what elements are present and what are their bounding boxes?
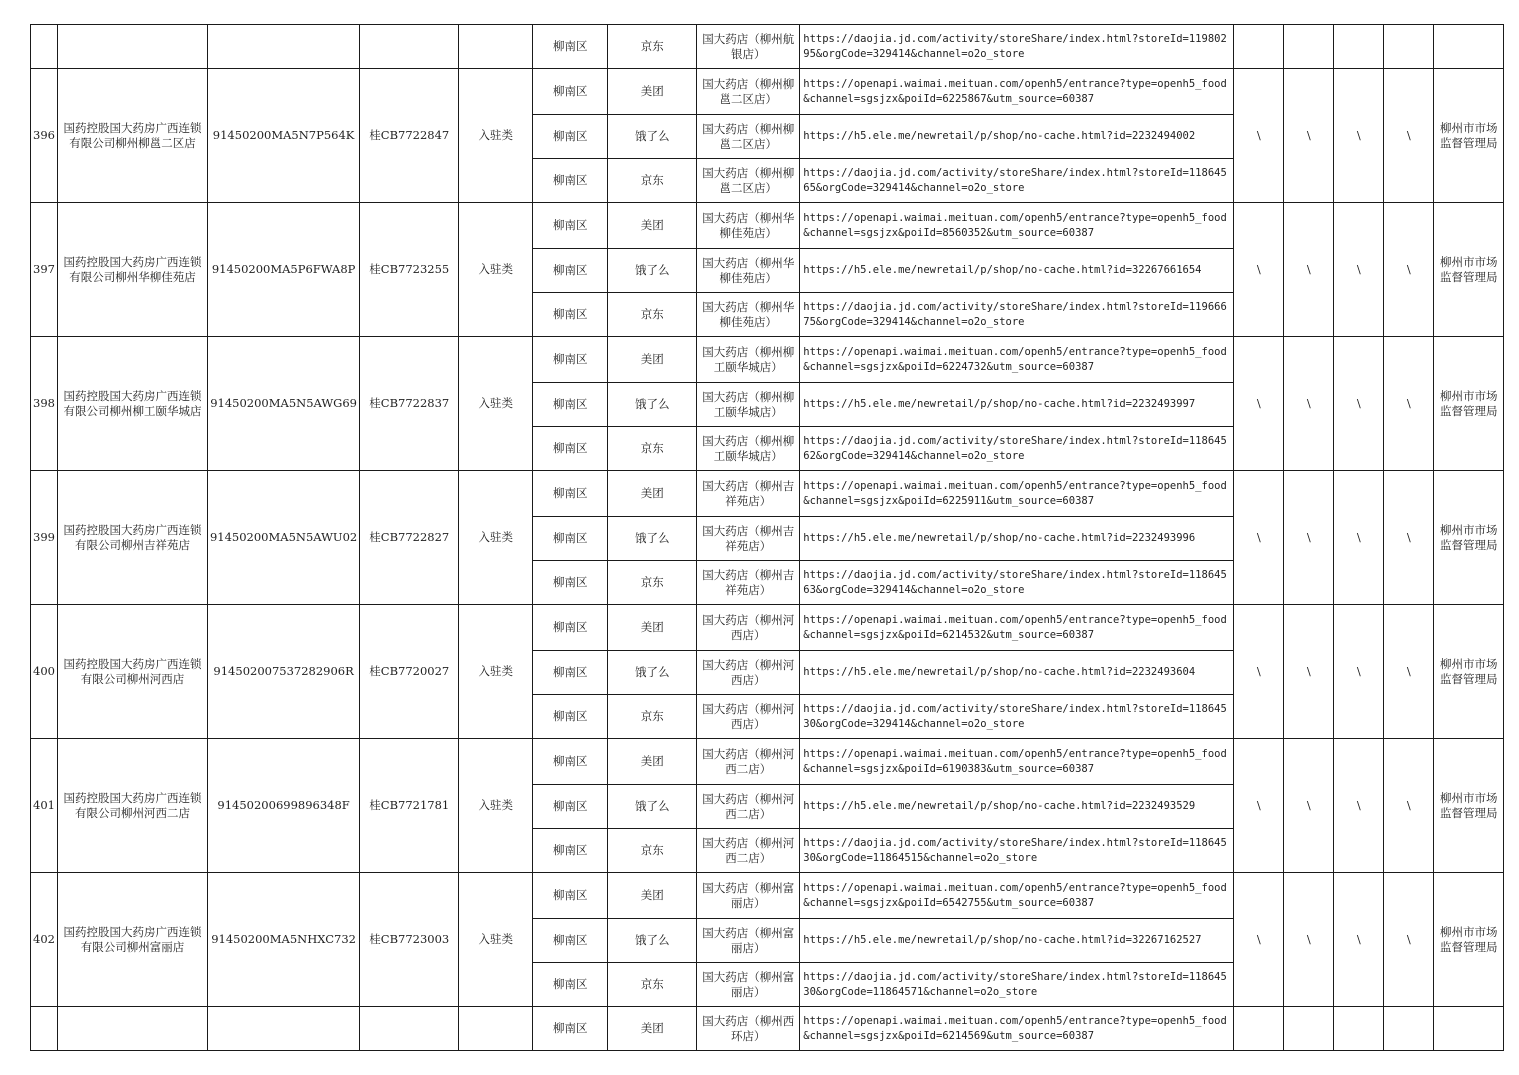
district-cell: 柳南区: [533, 203, 608, 249]
column-value-2: \: [1284, 471, 1334, 605]
store-url-cell[interactable]: https://h5.ele.me/newretail/p/shop/no-cache.html?id=2232493996: [800, 517, 1234, 561]
store-name-cell: 国大药店（柳州吉祥苑店）: [697, 471, 800, 517]
credit-code: 914502007537282906R: [207, 605, 359, 739]
column-value-2: \: [1284, 203, 1334, 337]
platform-cell: 饿了么: [608, 383, 697, 427]
column-value-1: \: [1234, 203, 1284, 337]
platform-cell: 京东: [608, 159, 697, 203]
store-url-cell[interactable]: https://h5.ele.me/newretail/p/shop/no-cache.html?id=32267661654: [800, 249, 1234, 293]
license-number: 桂CB7722837: [360, 337, 459, 471]
no-cell: [31, 1007, 58, 1051]
column-value-1: \: [1234, 605, 1284, 739]
company-cell: [57, 1007, 207, 1051]
column-value-2: \: [1284, 739, 1334, 873]
store-name-cell: 国大药店（柳州吉祥苑店）: [697, 561, 800, 605]
district-cell: 柳南区: [533, 829, 608, 873]
company-name: 国药控股国大药房广西连锁有限公司柳州华柳佳苑店: [57, 203, 207, 337]
store-name-cell: 国大药店（柳州河西店）: [697, 695, 800, 739]
record-type: 入驻类: [459, 605, 533, 739]
c3-cell: [1334, 1007, 1384, 1051]
c4-cell: [1384, 25, 1434, 69]
district-cell: 柳南区: [533, 651, 608, 695]
store-url-cell[interactable]: https://openapi.waimai.meituan.com/openh5/entrance?type=openh5_food&channel=sgsjzx&poiId=6225911&utm_source=60387: [800, 471, 1234, 517]
district-cell: 柳南区: [533, 383, 608, 427]
district-cell: 柳南区: [533, 605, 608, 651]
platform-cell: 饿了么: [608, 785, 697, 829]
store-url-cell[interactable]: https://h5.ele.me/newretail/p/shop/no-cache.html?id=32267162527: [800, 919, 1234, 963]
store-name-cell: 国大药店（柳州柳工颐华城店）: [697, 427, 800, 471]
column-value-3: \: [1334, 337, 1384, 471]
district-cell: 柳南区: [533, 963, 608, 1007]
license-number: 桂CB7722827: [360, 471, 459, 605]
store-url-cell[interactable]: https://openapi.waimai.meituan.com/openh5/entrance?type=openh5_food&channel=sgsjzx&poiId=6214569&utm_source=60387: [800, 1007, 1234, 1051]
license-number: 桂CB7721781: [360, 739, 459, 873]
company-name: 国药控股国大药房广西连锁有限公司柳州富丽店: [57, 873, 207, 1007]
no-cell: [31, 25, 58, 69]
credit-code: 91450200MA5N5AWU02: [207, 471, 359, 605]
credit-code: 91450200MA5N5AWG69: [207, 337, 359, 471]
district-cell: 柳南区: [533, 1007, 608, 1051]
store-url-cell[interactable]: https://openapi.waimai.meituan.com/openh5/entrance?type=openh5_food&channel=sgsjzx&poiId=6214532&utm_source=60387: [800, 605, 1234, 651]
table-row: [31, 69, 1504, 115]
column-value-4: \: [1384, 739, 1434, 873]
column-value-4: \: [1384, 873, 1434, 1007]
table-row: [31, 873, 1504, 919]
platform-cell: 美团: [608, 337, 697, 383]
store-url-cell[interactable]: https://openapi.waimai.meituan.com/openh5/entrance?type=openh5_food&channel=sgsjzx&poiId=6190383&utm_source=60387: [800, 739, 1234, 785]
store-name-cell: 国大药店（柳州河西店）: [697, 605, 800, 651]
table-row: [31, 337, 1504, 383]
store-name-cell: 国大药店（柳州富丽店）: [697, 963, 800, 1007]
column-value-1: \: [1234, 873, 1284, 1007]
platform-cell: 饿了么: [608, 115, 697, 159]
authority-name: 柳州市市场监督管理局: [1434, 471, 1504, 605]
store-url-cell[interactable]: https://daojia.jd.com/activity/storeShare/index.html?storeId=11864530&orgCode=329414&channel=o2o_store: [800, 695, 1234, 739]
column-value-1: \: [1234, 337, 1284, 471]
district-cell: 柳南区: [533, 873, 608, 919]
district-cell: 柳南区: [533, 293, 608, 337]
store-name-cell: 国大药店（柳州河西店）: [697, 651, 800, 695]
record-number: 396: [31, 69, 58, 203]
c1-cell: [1234, 25, 1284, 69]
district-cell: 柳南区: [533, 69, 608, 115]
authority-cell: [1434, 1007, 1504, 1051]
store-url-cell[interactable]: https://h5.ele.me/newretail/p/shop/no-cache.html?id=2232493529: [800, 785, 1234, 829]
credit-code: 91450200699896348F: [207, 739, 359, 873]
license-number: 桂CB7723255: [360, 203, 459, 337]
c1-cell: [1234, 1007, 1284, 1051]
column-value-3: \: [1334, 739, 1384, 873]
c2-cell: [1284, 1007, 1334, 1051]
credit-code: 91450200MA5NHXC732: [207, 873, 359, 1007]
store-name-cell: 国大药店（柳州柳邕二区店）: [697, 69, 800, 115]
record-type: 入驻类: [459, 471, 533, 605]
company-name: 国药控股国大药房广西连锁有限公司柳州河西店: [57, 605, 207, 739]
district-cell: 柳南区: [533, 471, 608, 517]
company-name: 国药控股国大药房广西连锁有限公司柳州柳工颐华城店: [57, 337, 207, 471]
district-cell: 柳南区: [533, 249, 608, 293]
record-type: 入驻类: [459, 873, 533, 1007]
district-cell: 柳南区: [533, 337, 608, 383]
table-row: [31, 471, 1504, 517]
c3-cell: [1334, 25, 1384, 69]
store-url-cell[interactable]: https://daojia.jd.com/activity/storeShare/index.html?storeId=11864563&orgCode=329414&channel=o2o_store: [800, 561, 1234, 605]
store-url-cell[interactable]: https://daojia.jd.com/activity/storeShare/index.html?storeId=11980295&orgCode=329414&channel=o2o_store: [800, 25, 1234, 69]
column-value-3: \: [1334, 69, 1384, 203]
store-name-cell: 国大药店（柳州航银店）: [697, 25, 800, 69]
table-row: [31, 605, 1504, 651]
platform-cell: 京东: [608, 963, 697, 1007]
company-name: 国药控股国大药房广西连锁有限公司柳州吉祥苑店: [57, 471, 207, 605]
column-value-4: \: [1384, 337, 1434, 471]
district-cell: 柳南区: [533, 159, 608, 203]
table-row: [31, 739, 1504, 785]
platform-cell: 饿了么: [608, 249, 697, 293]
store-url-cell[interactable]: https://daojia.jd.com/activity/storeShare/index.html?storeId=11864530&orgCode=11864571&channel=o2o_store: [800, 963, 1234, 1007]
authority-name: 柳州市市场监督管理局: [1434, 739, 1504, 873]
record-number: 398: [31, 337, 58, 471]
store-name-cell: 国大药店（柳州河西二店）: [697, 739, 800, 785]
store-name-cell: 国大药店（柳州华柳佳苑店）: [697, 203, 800, 249]
store-url-cell[interactable]: https://daojia.jd.com/activity/storeShare/index.html?storeId=11966675&orgCode=329414&channel=o2o_store: [800, 293, 1234, 337]
column-value-4: \: [1384, 605, 1434, 739]
authority-name: 柳州市市场监督管理局: [1434, 605, 1504, 739]
record-type: 入驻类: [459, 203, 533, 337]
column-value-2: \: [1284, 873, 1334, 1007]
platform-cell: 饿了么: [608, 919, 697, 963]
column-value-4: \: [1384, 203, 1434, 337]
credit-code-cell: [207, 25, 359, 69]
table-row-partial-top: [31, 25, 1504, 69]
credit-code-cell: [207, 1007, 359, 1051]
license-cell: [360, 1007, 459, 1051]
store-url-cell[interactable]: https://h5.ele.me/newretail/p/shop/no-cache.html?id=2232493997: [800, 383, 1234, 427]
store-url-cell[interactable]: https://openapi.waimai.meituan.com/openh5/entrance?type=openh5_food&channel=sgsjzx&poiId=6542755&utm_source=60387: [800, 873, 1234, 919]
c4-cell: [1384, 1007, 1434, 1051]
platform-cell: 京东: [608, 427, 697, 471]
store-name-cell: 国大药店（柳州河西二店）: [697, 829, 800, 873]
store-url-cell[interactable]: https://openapi.waimai.meituan.com/openh5/entrance?type=openh5_food&channel=sgsjzx&poiId=6224732&utm_source=60387: [800, 337, 1234, 383]
company-name: 国药控股国大药房广西连锁有限公司柳州河西二店: [57, 739, 207, 873]
record-type: 入驻类: [459, 337, 533, 471]
store-url-cell[interactable]: https://daojia.jd.com/activity/storeShare/index.html?storeId=11864530&orgCode=11864515&channel=o2o_store: [800, 829, 1234, 873]
store-url-cell[interactable]: https://daojia.jd.com/activity/storeShare/index.html?storeId=11864565&orgCode=329414&channel=o2o_store: [800, 159, 1234, 203]
store-name-cell: 国大药店（柳州西环店）: [697, 1007, 800, 1051]
platform-cell: 美团: [608, 471, 697, 517]
platform-cell: 美团: [608, 203, 697, 249]
district-cell: 柳南区: [533, 695, 608, 739]
table-row: [31, 203, 1504, 249]
platform-cell: 京东: [608, 561, 697, 605]
store-name-cell: 国大药店（柳州富丽店）: [697, 873, 800, 919]
license-number: 桂CB7720027: [360, 605, 459, 739]
license-number: 桂CB7722847: [360, 69, 459, 203]
column-value-2: \: [1284, 605, 1334, 739]
record-type: 入驻类: [459, 69, 533, 203]
store-name-cell: 国大药店（柳州河西二店）: [697, 785, 800, 829]
platform-cell: 京东: [608, 829, 697, 873]
record-number: 397: [31, 203, 58, 337]
district-cell: 柳南区: [533, 739, 608, 785]
district-cell: 柳南区: [533, 785, 608, 829]
platform-cell: 京东: [608, 695, 697, 739]
district-cell: 柳南区: [533, 919, 608, 963]
column-value-3: \: [1334, 471, 1384, 605]
platform-cell: 美团: [608, 873, 697, 919]
store-url-cell[interactable]: https://daojia.jd.com/activity/storeShare/index.html?storeId=11864562&orgCode=329414&channel=o2o_store: [800, 427, 1234, 471]
record-type: 入驻类: [459, 739, 533, 873]
store-name-cell: 国大药店（柳州吉祥苑店）: [697, 517, 800, 561]
record-number: 399: [31, 471, 58, 605]
district-cell: 柳南区: [533, 25, 608, 69]
column-value-1: \: [1234, 69, 1284, 203]
platform-cell: 美团: [608, 605, 697, 651]
authority-name: 柳州市市场监督管理局: [1434, 203, 1504, 337]
record-number: 402: [31, 873, 58, 1007]
store-url-cell[interactable]: https://h5.ele.me/newretail/p/shop/no-cache.html?id=2232494002: [800, 115, 1234, 159]
license-cell: [360, 25, 459, 69]
c2-cell: [1284, 25, 1334, 69]
credit-code: 91450200MA5P6FWA8P: [207, 203, 359, 337]
platform-cell: 美团: [608, 739, 697, 785]
authority-cell: [1434, 25, 1504, 69]
store-url-cell[interactable]: https://openapi.waimai.meituan.com/openh5/entrance?type=openh5_food&channel=sgsjzx&poiId=6225867&utm_source=60387: [800, 69, 1234, 115]
store-name-cell: 国大药店（柳州柳工颐华城店）: [697, 383, 800, 427]
district-cell: 柳南区: [533, 561, 608, 605]
column-value-1: \: [1234, 739, 1284, 873]
platform-cell: 京东: [608, 25, 697, 69]
district-cell: 柳南区: [533, 427, 608, 471]
district-cell: 柳南区: [533, 517, 608, 561]
type-cell: [459, 1007, 533, 1051]
store-name-cell: 国大药店（柳州柳工颐华城店）: [697, 337, 800, 383]
column-value-3: \: [1334, 873, 1384, 1007]
company-cell: [57, 25, 207, 69]
credit-code: 91450200MA5N7P564K: [207, 69, 359, 203]
column-value-2: \: [1284, 337, 1334, 471]
store-name-cell: 国大药店（柳州华柳佳苑店）: [697, 249, 800, 293]
store-name-cell: 国大药店（柳州柳邕二区店）: [697, 159, 800, 203]
authority-name: 柳州市市场监督管理局: [1434, 69, 1504, 203]
authority-name: 柳州市市场监督管理局: [1434, 873, 1504, 1007]
store-name-cell: 国大药店（柳州华柳佳苑店）: [697, 293, 800, 337]
authority-name: 柳州市市场监督管理局: [1434, 337, 1504, 471]
store-url-cell[interactable]: https://h5.ele.me/newretail/p/shop/no-cache.html?id=2232493604: [800, 651, 1234, 695]
column-value-2: \: [1284, 69, 1334, 203]
column-value-1: \: [1234, 471, 1284, 605]
store-name-cell: 国大药店（柳州富丽店）: [697, 919, 800, 963]
platform-cell: 京东: [608, 293, 697, 337]
license-number: 桂CB7723003: [360, 873, 459, 1007]
platform-cell: 美团: [608, 69, 697, 115]
record-table: [30, 24, 1504, 1051]
platform-cell: 美团: [608, 1007, 697, 1051]
column-value-4: \: [1384, 471, 1434, 605]
district-cell: 柳南区: [533, 115, 608, 159]
platform-cell: 饿了么: [608, 651, 697, 695]
store-url-cell[interactable]: https://openapi.waimai.meituan.com/openh5/entrance?type=openh5_food&channel=sgsjzx&poiId=8560352&utm_source=60387: [800, 203, 1234, 249]
table-row-partial-bottom: [31, 1007, 1504, 1051]
record-number: 401: [31, 739, 58, 873]
store-name-cell: 国大药店（柳州柳邕二区店）: [697, 115, 800, 159]
platform-cell: 饿了么: [608, 517, 697, 561]
column-value-3: \: [1334, 203, 1384, 337]
company-name: 国药控股国大药房广西连锁有限公司柳州柳邕二区店: [57, 69, 207, 203]
column-value-4: \: [1384, 69, 1434, 203]
record-number: 400: [31, 605, 58, 739]
column-value-3: \: [1334, 605, 1384, 739]
type-cell: [459, 25, 533, 69]
